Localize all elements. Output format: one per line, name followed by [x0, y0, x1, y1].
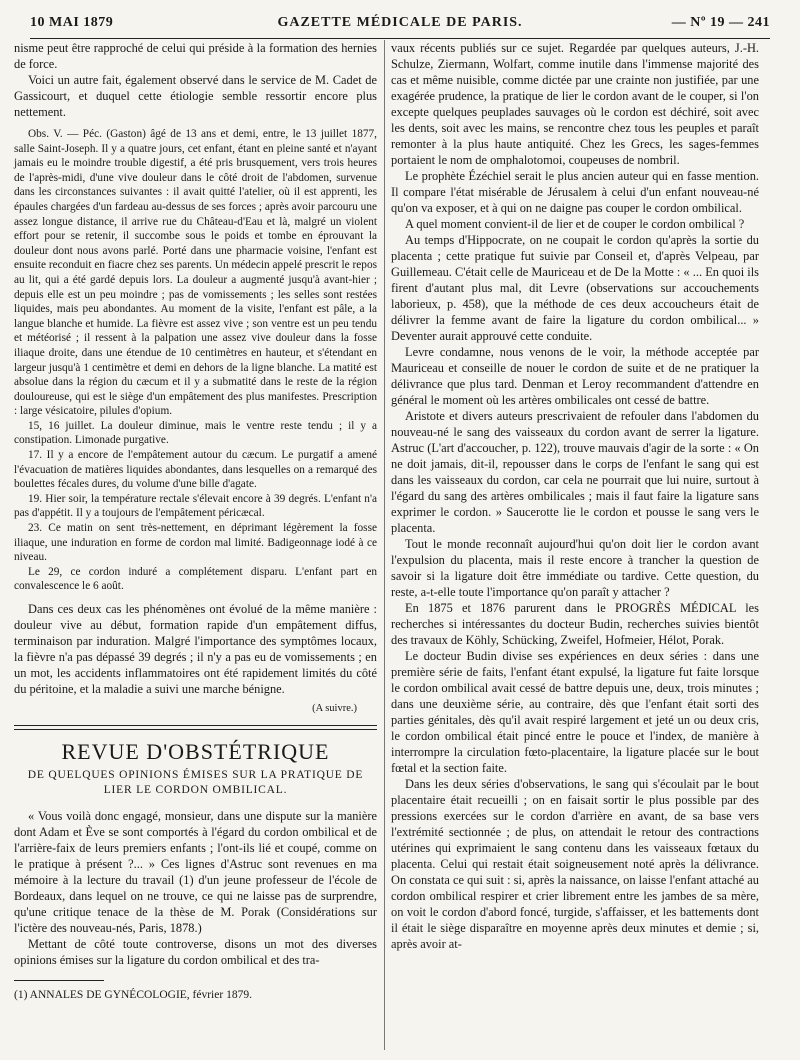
- paragraph: Mettant de côté toute controverse, disons un mot des diverses opinions émises sur la ligature du cordon ombilical et des tra-: [14, 937, 377, 967]
- paragraph: Dans les deux séries d'observations, le sang qui s'écoulait par le bout placentaire était recueilli ; on en faisait sortir le plus possible par des pressions exercées sur le cordon d'arrière en avant, de sa base vers l'extrémité sectionnée ; de plus, on attendait le retour des contractions utérines qui exprimaient le sang contenu dans les vaisseaux fœtaux du placenta. Celui qui restait était soigneusement noté après la délivrance. On constata ce qui suit : si, après la naissance, on laisse l'enfant attaché au cordon ombilical respirer et crier librement entre les jambes de sa mère, on voit le cordon d'abord foncé, turgide, s'affaisser, et les battements dont il était le siège disparaître en moyenne après deux minutes et demie ; si, après avoir at-: [391, 777, 759, 951]
- paragraph: « Vous voilà donc engagé, monsieur, dans une dispute sur la manière dont Adam et Ève se sont comportés à l'égard du cordon ombilical et de l'arrière-faix de leurs premiers enfants ; l'ont-ils lié et coupé, comme on le pratique à présent ?... » Ces lignes d'Astruc sont revenues en ma mémoire à la lecture du travail (1) d'un jeune professeur de l'école de Bordeaux, dans lequel on ne trouve, ce qui ne laisse pas de surprendre, qu'une critique tenace de la thèse de M. Porak (Considérations sur l'ictère des nouveau-nés, Paris, 1878.): [14, 809, 377, 935]
- observation-paragraph: 17. Il y a encore de l'empâtement autour du cæcum. Le purgatif a amené l'évacuation de matières liquides abondantes, dans lesquelles on a remarqué des boulettes fécales dures, du volume d'une bille d'agate.: [14, 449, 377, 491]
- paragraph: Au temps d'Hippocrate, on ne coupait le cordon qu'après la sortie du placenta ; cette pratique fut suivie par Conseil et, d'après Velpeau, par Guillemeau. C'était celle de Mauriceau et de De la Motte : « ... En quoi ils firent d'autant plus mal, dit Levre (observations sur accouchements laborieux, p. 458), que la méthode de ces deux accoucheurs était de délivrer la femme avant de faire la ligature du cordon ombilical... » Deventer aurait approuvé cette conduite.: [391, 233, 759, 343]
- right-column: [391, 40, 759, 1060]
- header-title: GAZETTE MÉDICALE DE PARIS.: [277, 15, 523, 30]
- section-title: REVUE D'OBSTÉTRIQUE: [61, 739, 330, 764]
- paragraph: Tout le monde reconnaît aujourd'hui qu'on doit lier le cordon avant l'expulsion du placenta, mais il reste encore à trancher la question de savoir si la ligature doit être immédiate ou tardive. Cette question, du reste, a-t-elle toute l'importance qu'on paraît y attacher ?: [391, 537, 759, 599]
- footnote-divider: [14, 980, 104, 981]
- section-divider: [14, 729, 377, 730]
- column-rule: [384, 40, 385, 1050]
- observation-paragraph: 15, 16 juillet. La douleur diminue, mais le ventre reste tendu ; il y a constipation. Limonade purgative.: [14, 419, 377, 447]
- header-page-number: — Nº 19 — 241: [671, 15, 770, 30]
- paragraph: En 1875 et 1876 parurent dans le PROGRÈS MÉDICAL les recherches si intéressantes du docteur Budin, recherches suivies bientôt des travaux de Köhly, Schücking, Zweifel, Hofmeier, Hélot, Porak.: [391, 601, 759, 647]
- paragraph: nisme peut être rapproché de celui qui préside à la formation des hernies de force.: [14, 41, 377, 71]
- article-title: DE QUELQUES OPINIONS ÉMISES SUR LA PRATIQUE DE LIER LE CORDON OMBILICAL.: [27, 769, 364, 796]
- paragraph: vaux récents publiés sur ce sujet. Regardée par quelques auteurs, J.-H. Schulze, Ziermann, Wolfart, comme inutile dans l'immense majorité des cas et même nuisible, comme dictée par une crainte non justifiée, par une exagérée prudence, la pratique de lier le cordon avant de le couper, si l'on excepte quelques peuplades sauvages où le cordon est déchiré, soit avec les dents, soit avec les mains, se rencontre chez tous les peuples et paraît remonter à la plus haute antiquité. Chez les Grecs, les sages-femmes portaient le nom de omphalotomoi, coupeuses de nombril.: [391, 41, 759, 167]
- page-header: [30, 12, 770, 39]
- paragraph: Le prophète Ézéchiel serait le plus ancien auteur qui en fasse mention. Il compare l'état misérable de Jérusalem à celui d'un enfant nouveau-né qu'on va exposer, et à qui on ne daigne pas couper le cordon ombilical.: [391, 169, 759, 215]
- paragraph: Dans ces deux cas les phénomènes ont évolué de la même manière : douleur vive au début, formation rapide d'un empâtement diffus, terminaison par induration. Malgré l'importance des symptômes locaux, la fièvre n'a pas dépassé 39 degrés ; il n'y a pas eu de vomissements ; en un mot, les accidents inflammatoires ont été rapidement limités du côté du péritoine, et la maladie a suivi une marche bénigne.: [14, 602, 377, 696]
- footnote: (1) ANNALES DE GYNÉCOLOGIE, février 1879.: [14, 989, 252, 1001]
- observation-paragraph: 19. Hier soir, la température rectale s'élevait encore à 39 degrés. L'enfant n'a pas d'appétit. Il y a toujours de l'empâtement péricæcal.: [14, 492, 377, 520]
- paragraph: A quel moment convient-il de lier et de couper le cordon ombilical ?: [405, 217, 745, 231]
- header-date: 10 MAI 1879: [30, 15, 114, 30]
- paragraph: Voici un autre fait, également observé dans le service de M. Cadet de Gassicourt, et duquel cette étiologie semble ressortir encore plus nettement.: [14, 73, 377, 119]
- paragraph: Le docteur Budin divise ses expériences en deux séries : dans une première série de faits, l'enfant étant expulsé, la ligature fut faite lorsque le cordon ombilical avait cessé de battre depuis une, deux, trois minutes ; dans une deuxième série, au contraire, dès que l'enfant était sorti des parties génitales, dès qu'il avait respiré largement et jeté un ou deux cris, le cordon ombilical était pincé entre le pouce et l'index, de manière à interrompre la circulation fœto-placentaire, la ligature placée sur le bout fœtal et la section faite.: [391, 649, 759, 775]
- observation-paragraph: Le 29, ce cordon induré a complétement disparu. L'enfant part en convalescence le 6 août.: [14, 565, 377, 593]
- section-divider: [14, 725, 377, 726]
- observation-paragraph: Obs. V. — Péc. (Gaston) âgé de 13 ans et demi, entre, le 13 juillet 1877, salle Saint-Joseph. Il y a quatre jours, cet enfant, étant en pleine santé et n'ayant jamais eu le moindre trouble digestif, a été pris brusquement, vers trois heures de l'après-midi, d'une vive douleur dans le côté droit de l'abdomen, survenue dans les circonstances suivantes : il avait quitté l'atelier, où il est apprenti, les épaules chargées d'un fardeau au-dessus de ses forces ; après avoir parcouru une assez longue distance, il arrive rue du Château-d'Eau et là, malgré un violent effort pour se retenir, il succombe sous le poids et tombe en éprouvant la douleur dont nous avons parlé. Porté dans une pharmacie voisine, l'enfant est ensuite reconduit en fiacre chez ses parents. Un médecin appelé prescrit le repos au lit, qui a été gardé depuis lors. La douleur a augmenté jusqu'à avant-hier ; depuis elle est un peu moindre ; pas de vomissements ; les selles sont restées liquides, mais peu abondantes. Au moment de la visite, l'enfant est pâle, a la langue blanche et humide. La fièvre est assez vive ; son ventre est un peu tendu et météorisé ; il ressent à la palpation une assez vive douleur dans la fosse iliaque droite, dans une étendue de 10 centimètres en hauteur, et s'étendant en largeur jusqu'à 1 centimètre et demi en dehors de la ligne blanche. La matité est absolue dans la région du cæcum et il y a submatité dans le reste de la région douloureuse, qui est le siège d'un empâtement des plus manifestes. Prescription : large vésicatoire, pilules d'opium.: [14, 128, 377, 418]
- left-column: [14, 40, 377, 1050]
- paragraph: Levre condamne, nous venons de le voir, la méthode acceptée par Mauriceau et conseille de nouer le cordon de suite et de ne pratiquer la délivrance que plus tard. Denman et Leroy recommandent d'attendre en général le moment où les artères ombilicales ont cessé de battre.: [391, 345, 759, 407]
- observation-paragraph: 23. Ce matin on sent très-nettement, en déprimant légèrement la fosse iliaque, une induration en forme de cordon mal limité. Badigeonnage iodé à ce niveau.: [14, 522, 377, 564]
- paragraph: Aristote et divers auteurs prescrivaient de refouler dans l'abdomen du nouveau-né le sang des vaisseaux du cordon avant de serrer la ligature. Astruc (L'art d'accoucher, p. 122), trouve mauvais d'agir de la sorte : « On ne doit jamais, dit-il, repousser dans le corps de l'enfant le sang qui est dans les vaisseaux du cordon, car cela ne pourrait que lui nuire, surtout à l'égard du sang des artères ombilicales ; mais il faut faire la ligature sans exprimer le cordon. » Saucerotte lie le cordon et pousse le sang vers le placenta.: [391, 409, 759, 535]
- to-be-continued: (A suivre.): [312, 703, 357, 714]
